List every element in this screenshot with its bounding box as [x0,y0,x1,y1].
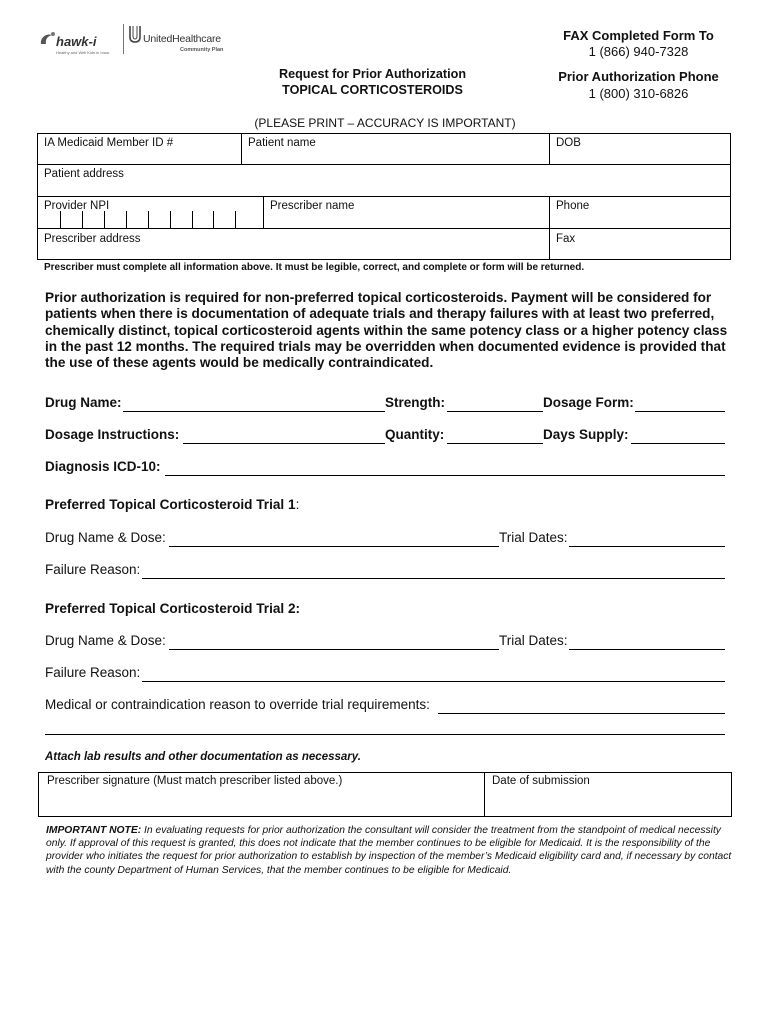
dosage-instructions-input[interactable] [183,443,385,444]
strength-input[interactable] [447,411,543,412]
trial-2-dates-input[interactable] [569,649,725,650]
override-label: Medical or contraindication reason to override trial requirements: [45,697,430,712]
diagnosis-label: Diagnosis ICD-10: [45,459,161,474]
form-title: Request for Prior Authorization [278,67,467,81]
uhc-wordmark: UnitedHealthcare [143,33,221,45]
fax-number: 1 (866) 940-7328 [588,44,689,59]
dosage-form-input[interactable] [635,411,725,412]
date-of-submission-field[interactable]: Date of submission [492,775,590,787]
days-supply-input[interactable] [631,443,725,444]
prescriber-name-field[interactable]: Prescriber name [270,200,355,212]
drug-row [45,395,730,415]
trial-2-heading: Preferred Topical Corticosteroid Trial 2: [45,601,301,616]
trial-1-drug-label: Drug Name & Dose: [45,530,166,545]
dob-field[interactable]: DOB [556,137,581,149]
uhc-u-icon [128,24,142,44]
dosage-instructions-label: Dosage Instructions: [45,427,180,442]
fax-label: FAX Completed Form To [563,28,714,43]
trial-2-failure-input[interactable] [142,681,725,682]
logo-divider [123,24,124,54]
diagnosis-input[interactable] [165,475,725,476]
trial-1-failure-input[interactable] [142,578,725,579]
patient-name-field[interactable]: Patient name [248,137,316,149]
hawk-i-tagline: Healthy and Well Kids in Iowa [56,50,109,55]
trial-2-failure-label: Failure Reason: [45,665,141,680]
quantity-input[interactable] [447,443,543,444]
form-subtitle: TOPICAL CORTICOSTEROIDS [282,83,463,97]
print-note: (PLEASE PRINT – ACCURACY IS IMPORTANT) [254,116,516,130]
prescriber-phone-field[interactable]: Phone [556,200,590,212]
trial-1-drug-input[interactable] [169,546,499,547]
pa-phone-number: 1 (800) 310-6826 [588,86,689,101]
strength-label: Strength: [385,395,445,410]
trial-2-drug-label: Drug Name & Dose: [45,633,166,648]
prescriber-signature-field[interactable]: Prescriber signature (Must match prescriber listed above.) [47,775,343,787]
days-supply-label: Days Supply: [543,427,629,442]
criteria-paragraph: Prior authorization is required for non-preferred topical corticosteroids. Payment will be considered for patients when there is documentation of adequate trials and therapy failures with at least two preferred, chemically distinct, topical corticosteroid agents within the same potency class or a higher potency class in the past 12 months. The required trials may be overridden when documented evidence is provided that the use of these agents would be medically contraindicated. [45,290,728,371]
provider-npi-field[interactable]: Provider NPI [44,200,110,212]
trial-2-drug-input[interactable] [169,649,499,650]
trial-1-heading-colon: : [295,497,300,512]
trial-2-failure-row [45,665,730,685]
drug-name-input[interactable] [123,411,385,412]
important-note-label: IMPORTANT NOTE: [46,825,142,836]
trial-1-dates-input[interactable] [569,546,725,547]
signature-divider [484,772,485,816]
hawk-swirl-icon [38,30,58,50]
override-input-line-2[interactable] [45,734,725,735]
trial-1-dates-label: Trial Dates: [499,530,568,545]
dosage-row [45,427,730,447]
hawk-i-logo [38,28,122,56]
drug-name-label: Drug Name: [45,395,122,410]
attach-note: Attach lab results and other documentation as necessary. [45,751,361,763]
trial-1-drug-row [45,530,730,550]
override-input[interactable] [438,713,725,714]
override-row [45,697,730,717]
trial-1-heading [45,497,299,512]
trial-1-failure-row [45,562,730,582]
prescriber-address-field[interactable]: Prescriber address [44,233,141,245]
important-note [46,824,736,877]
dosage-form-label: Dosage Form: [543,395,634,410]
quantity-label: Quantity: [385,427,445,442]
important-note-text: In evaluating requests for prior authorization the consultant will consider the treatment from the standpoint of medical necessity only. If approval of this request is granted, this does not indicate that the member continues to be eligible for Medicaid. It is the responsibility of the provider who initiates the request for prior authorization to establish by inspection of the member’s Medicaid eligibility card and, if necessary by contact with the county Department of Human Services, that the member continues to be eligible for Medicaid. [46,825,732,876]
uhc-subtitle: Community Plan [180,47,224,53]
patient-address-field[interactable]: Patient address [44,168,124,180]
diagnosis-row [45,459,730,479]
completion-warning: Prescriber must complete all information above. It must be legible, correct, and complete or form will be returned. [44,262,585,273]
trial-1-failure-label: Failure Reason: [45,562,141,577]
member-id-field[interactable]: IA Medicaid Member ID # [44,137,174,149]
pa-phone-label: Prior Authorization Phone [558,69,719,84]
trial-2-drug-row [45,633,730,653]
hawk-i-wordmark: hawk-i [56,34,97,49]
prescriber-fax-field[interactable]: Fax [556,233,576,245]
trial-1-heading-text: Preferred Topical Corticosteroid Trial 1 [45,497,296,512]
trial-2-dates-label: Trial Dates: [499,633,568,648]
